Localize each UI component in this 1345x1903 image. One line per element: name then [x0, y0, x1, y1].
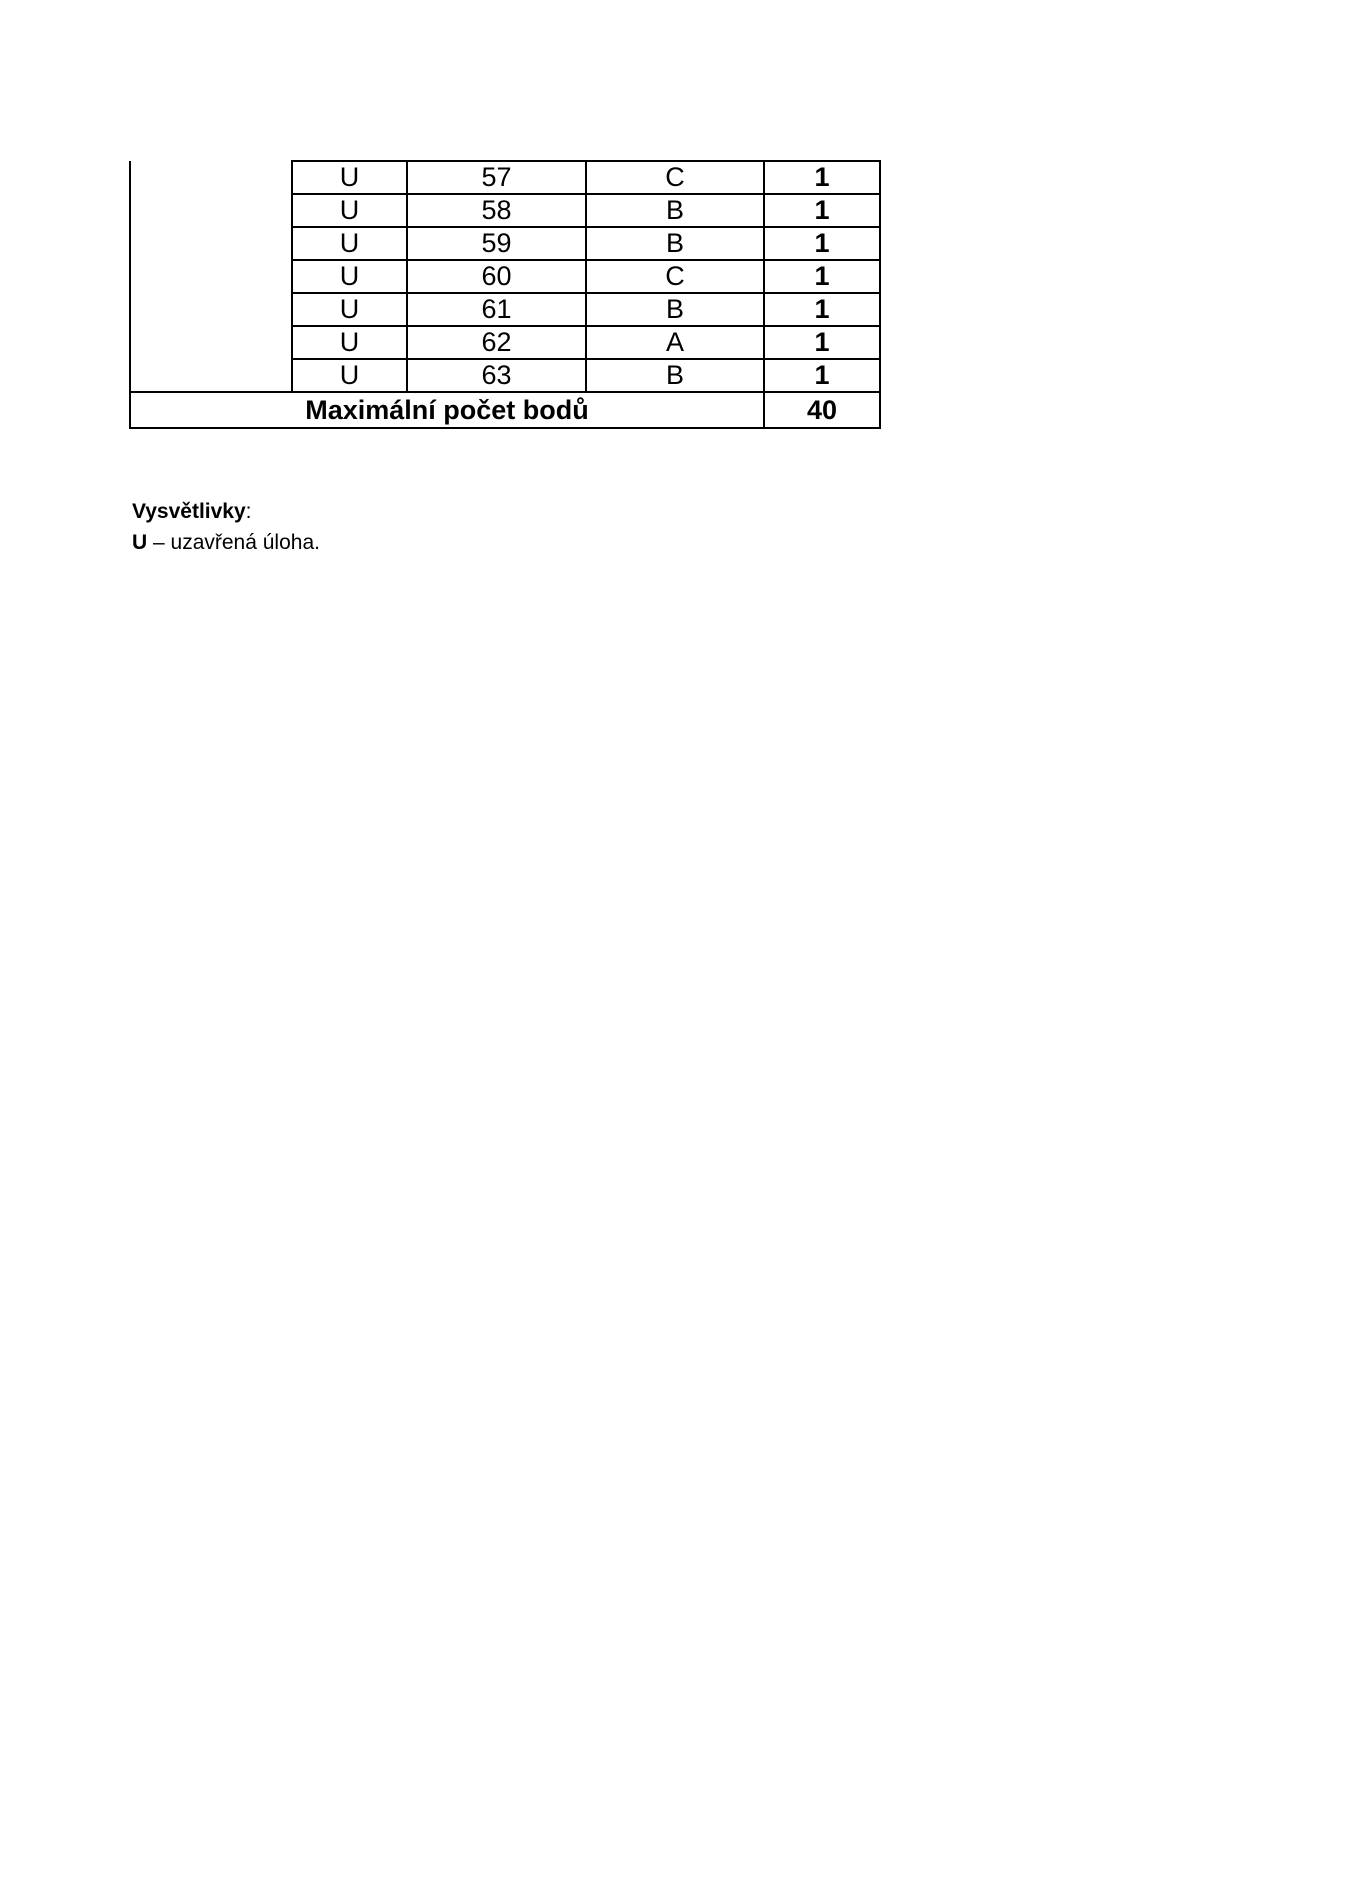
task-type-cell: U: [292, 260, 407, 293]
answer-cell: C: [586, 161, 764, 194]
answer-cell: B: [586, 227, 764, 260]
task-number-cell: 61: [407, 293, 586, 326]
legend-heading: Vysvětlivky: [132, 500, 246, 523]
points-cell: 1: [764, 359, 880, 392]
task-type-cell: U: [292, 161, 407, 194]
points-cell: 1: [764, 227, 880, 260]
total-row: [130, 392, 880, 428]
legend-definition-line: [132, 527, 320, 558]
task-number-cell: 57: [407, 161, 586, 194]
points-cell: 1: [764, 293, 880, 326]
legend: [132, 496, 320, 558]
points-cell: 1: [764, 326, 880, 359]
legend-heading-line: [132, 496, 320, 527]
answer-cell: B: [586, 194, 764, 227]
task-type-cell: U: [292, 227, 407, 260]
answer-cell: B: [586, 359, 764, 392]
group-cell: [130, 161, 292, 392]
task-number-cell: 63: [407, 359, 586, 392]
task-type-cell: U: [292, 194, 407, 227]
task-type-cell: U: [292, 293, 407, 326]
points-cell: 1: [764, 260, 880, 293]
task-type-cell: U: [292, 359, 407, 392]
answer-key-table: [129, 160, 881, 429]
task-number-cell: 59: [407, 227, 586, 260]
total-label: Maximální počet bodů: [130, 392, 764, 428]
task-type-cell: U: [292, 326, 407, 359]
answer-cell: A: [586, 326, 764, 359]
task-number-cell: 58: [407, 194, 586, 227]
points-cell: 1: [764, 194, 880, 227]
total-value: 40: [764, 392, 880, 428]
answer-cell: B: [586, 293, 764, 326]
table-row: [130, 161, 880, 194]
task-number-cell: 60: [407, 260, 586, 293]
task-number-cell: 62: [407, 326, 586, 359]
legend-heading-colon: :: [245, 500, 252, 523]
legend-abbreviation: U: [132, 531, 148, 554]
answer-cell: C: [586, 260, 764, 293]
legend-definition: – uzavřená úloha.: [147, 531, 320, 554]
points-cell: 1: [764, 161, 880, 194]
